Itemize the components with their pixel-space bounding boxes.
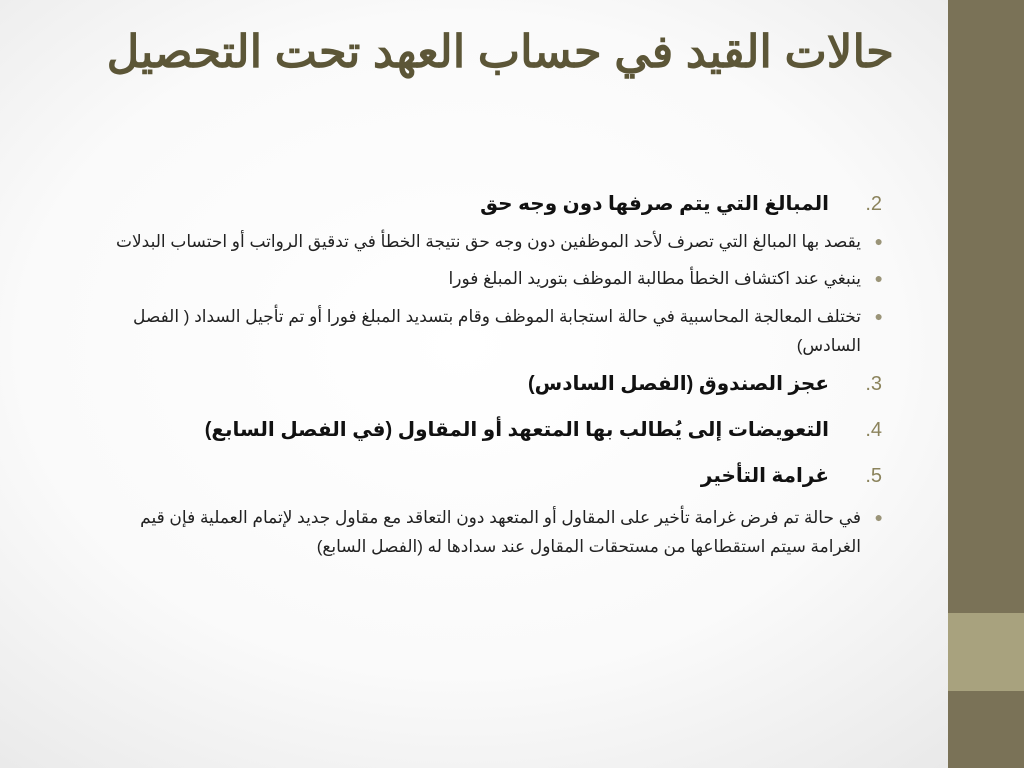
side-band-accent (948, 613, 1024, 691)
item-heading: المبالغ التي يتم صرفها دون وجه حق (480, 193, 829, 215)
list-item-5 (114, 459, 884, 493)
bullet-text: يقصد بها المبالغ التي تصرف لأحد الموظفين دون وجه حق نتيجة الخطأ في تدقيق الرواتب أو احتساب البدلات (115, 232, 861, 251)
list-item-2 (114, 186, 884, 222)
item-heading: غرامة التأخير (700, 465, 829, 487)
bullet-dot-icon: ● (874, 509, 883, 525)
bullet-item (114, 503, 883, 561)
item-number: .3 (865, 373, 882, 395)
item-number: .5 (865, 465, 882, 487)
bullet-text: ينبغي عند اكتشاف الخطأ مطالبة الموظف بتوريد المبلغ فورا (448, 269, 861, 288)
list-item-3 (114, 367, 884, 401)
list-item-4 (114, 413, 884, 447)
bullet-text: في حالة تم فرض غرامة تأخير على المقاول أو المتعهد دون التعاقد مع مقاول جديد لإتمام العملية فإن قيم الغرامة سيتم استقطاعها من مستحقات المقاول عند سدادها له (الفصل السابع) (140, 508, 861, 556)
bullet-dot-icon: ● (874, 233, 883, 249)
item-number: .4 (865, 419, 882, 441)
slide-title: حالات القيد في حساب العهد تحت التحصيل (106, 26, 894, 77)
item-number: .2 (865, 193, 882, 215)
bullet-dot-icon: ● (874, 270, 883, 286)
bullet-item (114, 302, 883, 360)
bullet-item (114, 227, 883, 256)
bullet-item (114, 264, 883, 293)
item-heading: عجز الصندوق (الفصل السادس) (527, 373, 829, 395)
bullet-dot-icon: ● (874, 308, 883, 324)
item-heading: التعويضات إلى يُطالب بها المتعهد أو المقاول (في الفصل السابع) (204, 419, 829, 441)
bullet-text: تختلف المعالجة المحاسبية في حالة استجابة الموظف وقام بتسديد المبلغ فورا أو تم تأجيل السداد ( الفصل السادس) (132, 307, 861, 355)
slide-content (114, 186, 884, 561)
